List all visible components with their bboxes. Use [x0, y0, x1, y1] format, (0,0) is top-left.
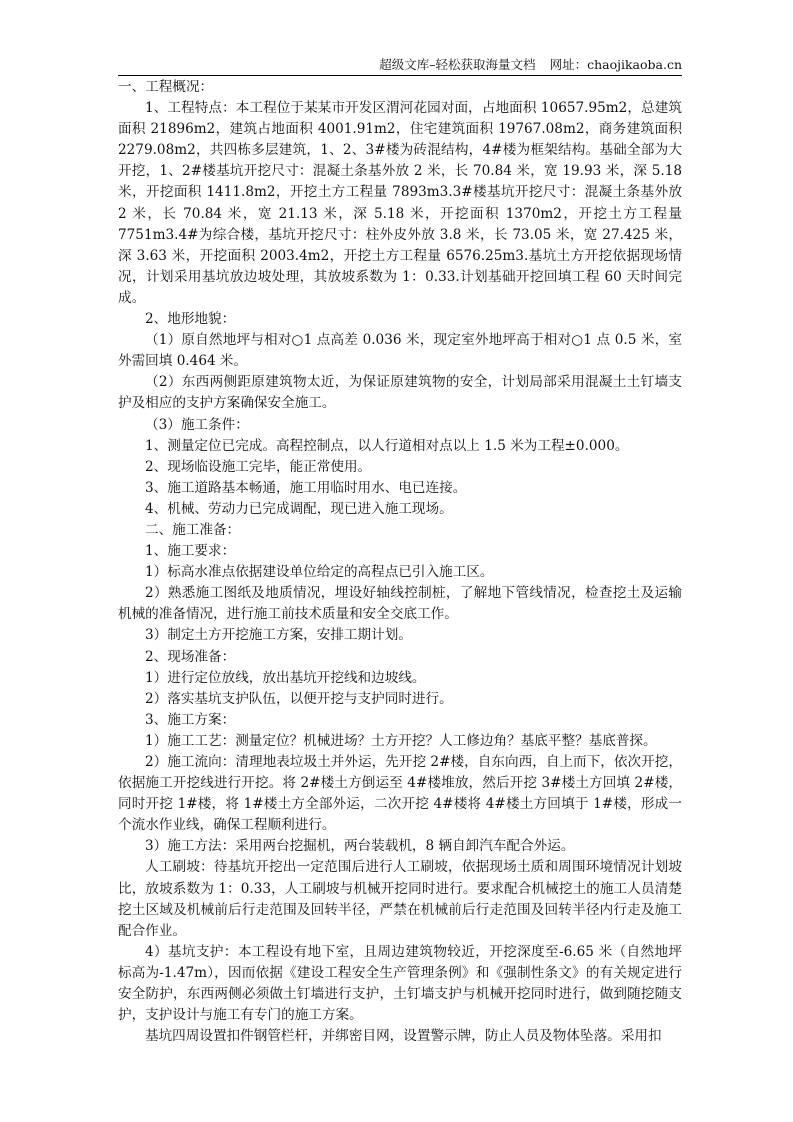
paragraph: 基坑四周设置扣件钢管栏杆，并绑密目网，设置警示牌，防止人员及物体坠落。采用扣 — [145, 1028, 662, 1045]
list-item: 4）基坑支护：本工程设有地下室，且周边建筑物较近，开挖深度至-6.65 米（自然地坪标高为-1.47m），因而依据《建设工程安全生产管理条例》和《强制性条文》的有关规定进行安全防护，东西两侧必须做土钉墙进行支护，土钉墙支护与机械开挖同时进行，做到随挖随支护，支护设计与施工有专门的施工方案。 — [118, 943, 682, 1024]
document-body — [118, 77, 682, 1047]
subheading: 1、施工要求： — [145, 543, 236, 560]
list-item: 2）熟悉施工图纸及地质情况，埋设好轴线控制桩，了解地下管线情况，检查挖土及运输机械的准备情况，进行施工前技术质量和安全交底工作。 — [118, 585, 682, 623]
list-item: 2）施工流向：清理地表垃圾土并外运，先开挖 2#楼，自东向西，自上而下，依次开挖，依据施工开挖线进行开挖。将 2#楼土方倒运至 4#楼堆放，然后开挖 3#楼土方回填 2#楼，同时开挖 1#楼，将 1#楼土方全部外运，二次开挖 4#楼将 4#楼土方回填于 1#楼，形成一个流水作业线，确保工程顺利进行。 — [118, 754, 682, 834]
page-header — [118, 56, 682, 76]
list-item: 1）施工工艺：测量定位？机械进场？土方开挖？人工修边角？基底平整？基底普探。 — [145, 732, 657, 749]
subheading: 2、现场准备： — [145, 648, 236, 665]
section-heading: 二、施工准备： — [145, 521, 241, 538]
header-site-url: 网址：chaojikaoba.cn — [549, 57, 682, 72]
list-item: 1）进行定位放线，放出基坑开挖线和边坡线。 — [145, 669, 426, 686]
list-item: 3）制定土方开挖施工方案，安排工期计划。 — [145, 627, 412, 644]
header-library-name: 超级文库–轻松获取海量文档 — [379, 57, 536, 72]
subheading: （3）施工条件： — [145, 416, 249, 433]
section-heading: 一、工程概况： — [118, 79, 214, 95]
paragraph: （1）原自然地坪与相对○1 点高差 0.036 米，现定室外地坪高于相对○1 点 0.5 米，室外需回填 0.464 米。 — [118, 332, 682, 370]
paragraph: （2）东西两侧距原建筑物太近，为保证原建筑物的安全，计划局部采用混凝土土钉墙支护及相应的支护方案确保安全施工。 — [118, 374, 682, 412]
list-item: 1）标高水准点依据建设单位给定的高程点已引入施工区。 — [145, 564, 494, 581]
list-item: 4、机械、劳动力已完成调配，现已进入施工现场。 — [145, 500, 453, 517]
paragraph: 人工刷坡：待基坑开挖出一定范围后进行人工刷坡，依据现场土质和周围环境情况计划坡比，放坡系数为 1：0.33，人工刷坡与机械开挖同时进行。要求配合机械挖土的施工人员清楚挖土区域及机械前后行走范围及回转半径，严禁在机械前后行走范围及回转半径内行走及施工配合作业。 — [118, 859, 682, 939]
subheading: 2、地形地貌： — [145, 311, 236, 328]
list-item: 1、测量定位已完成。高程控制点，以人行道相对点以上 1.5 米为工程±0.000。 — [145, 437, 629, 454]
paragraph: 1、工程特点：本工程位于某某市开发区渭河花园对面，占地面积 10657.95m2，总建筑面积 21896m2，建筑占地面积 4001.91m2，住宅建筑面积 19767.08m2，商务建筑面积 2279.08m2，共四栋多层建筑，1、2、3#楼为砖混结构，4#楼为框架结构。基础全部为大开挖，1、2#楼基坑开挖尺寸：混凝土条基外放 2 米，长 70.84 米，宽 19.93 米，深 5.18 米，开挖面积 1411.8m2，开挖土方工程量 7893m3.3#楼基坑开挖尺寸：混凝土条基外放 2 米，长 70.84 米，宽 21.13 米，深 5.18 米，开挖面积 1370m2，开挖土方工程量 7751m3.4#为综合楼，基坑开挖尺寸：柱外皮外放 3.8 米，长 73.05 米，宽 27.425 米，深 3.63 米，开挖面积 2003.4m2，开挖土方工程量 6576.25m3.基坑土方开挖依据现场情况，计划采用基坑放边坡处理，其放坡系数为 1：0.33.计划基础开挖回填工程 60 天时间完成。 — [118, 100, 682, 306]
subheading: 3、施工方案： — [145, 711, 236, 728]
list-item: 3）施工方法：采用两台挖掘机，两台装载机，8 辆自卸汽车配合外运。 — [145, 838, 575, 855]
list-item: 3、施工道路基本畅通，施工用临时用水、电已连接。 — [145, 479, 467, 496]
list-item: 2）落实基坑支护队伍，以便开挖与支护同时进行。 — [145, 690, 453, 707]
list-item: 2、现场临设施工完毕，能正常使用。 — [145, 458, 372, 475]
